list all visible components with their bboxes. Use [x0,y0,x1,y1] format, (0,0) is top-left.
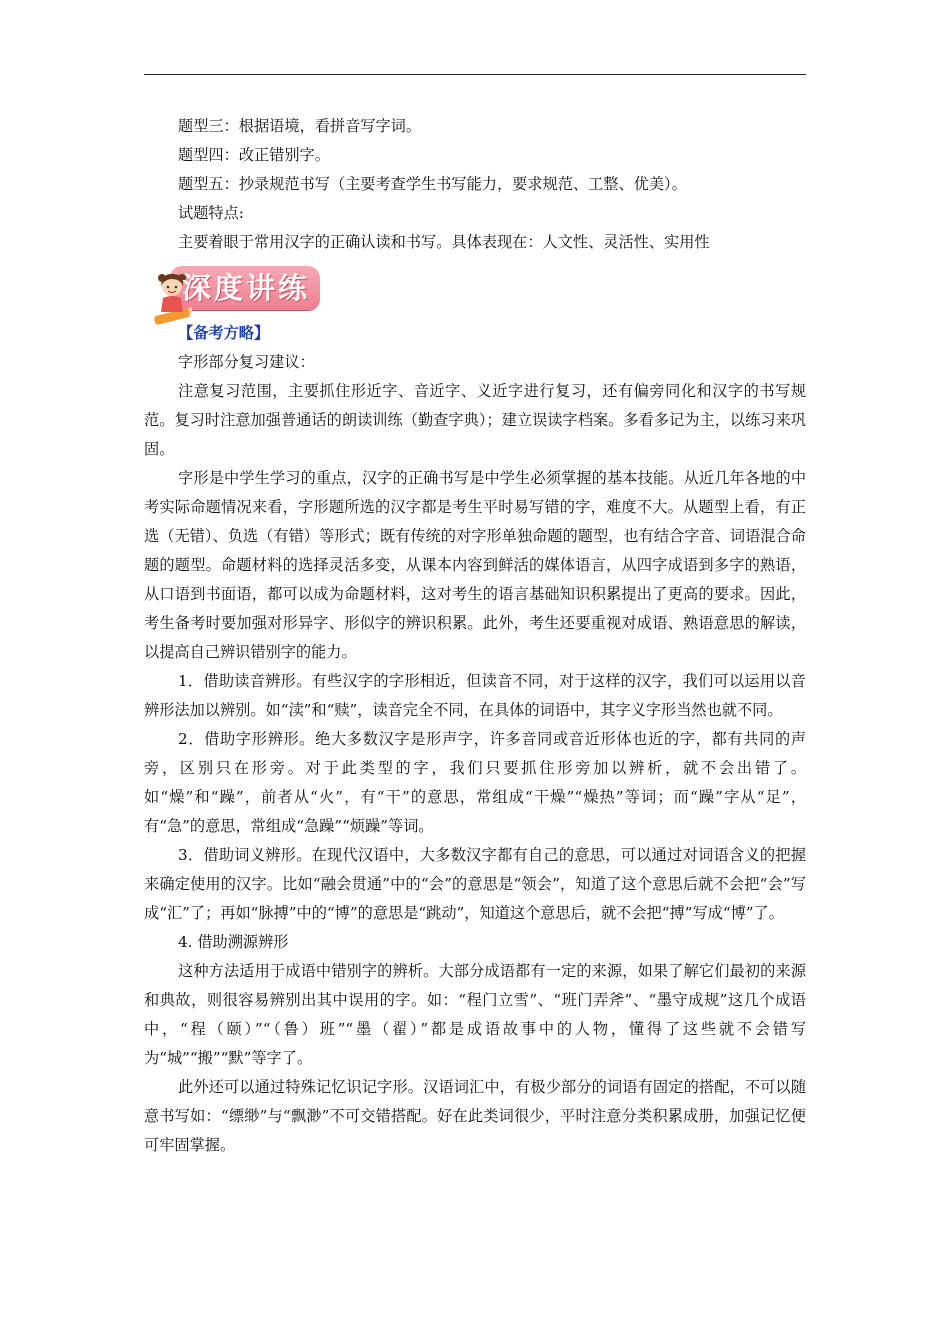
section-badge-row [144,259,806,319]
paragraph: 1．借助读音辨形。有些汉字的字形相近，但读音不同，对于这样的汉字，我们可以运用以音辨形法加以辨别。如“渎”和“赎”，读音完全不同，在具体的词语中，其字义字形当然也就不同。 [144,672,806,719]
question-type-4: 题型四：改正错别字。 [178,146,330,164]
paragraph: 字形是中学生学习的重点，汉字的正确书写是中学生必须掌握的基本技能。从近几年各地的中考实际命题情况来看，字形题所选的汉字都是考生平时易写错的字，难度不大。从题型上看，有正选（无错）、负选（有错）等形式；既有传统的对字形单独命题的题型，也有结合字音、词语混合命题的题型。命题材料的选择灵活多变，从课本内容到鲜活的媒体语言，从四字成语到多字的熟语，从口语到书面语，都可以成为命题材料，这对考生的语言基础知识积累提出了更高的要求。因此，考生备考时要加强对形异字、形似字的辨识积累。此外，考生还要重视对成语、熟语意思的解读，以提高自己辨识错别字的能力。 [144,469,806,661]
paragraph: 2．借助字形辨形。绝大多数汉字是形声字，许多音同或音近形体也近的字，都有共同的声旁，区别只在形旁。对于此类型的字，我们只要抓住形旁加以辨析，就不会出错了。如“燥”和“躁”，前者从“火”，有“干”的意思，常组成“干燥”“燥热”等词；而“躁”字从“足”，有“急”的意思，常组成“急躁”“烦躁”等词。 [144,730,806,835]
badge-title: 深度讲练 [182,271,311,305]
paragraph: 注意复习范围，主要抓住形近字、音近字、义近字进行复习，还有偏旁同化和汉字的书写规范。复习时注意加强普通话的朗读训练（勤查字典）；建立误读字档案。多看多记为主，以练习来巩固。 [144,382,806,458]
feature-text: 主要着眼于常用汉字的正确认读和书写。具体表现在：人文性、灵活性、实用性 [178,233,710,251]
feature-label: 试题特点: [178,204,244,222]
paragraph: 这种方法适用于成语中错别字的辨析。大部分成语都有一定的来源，如果了解它们最初的来源和典故，则很容易辨别出其中误用的字。如：“程门立雪”、“班门弄斧”、“墨守成规”这几个成语中，“程（颐）”“（鲁）班”“墨（翟）”都是成语故事中的人物，懂得了这些就不会错写为“城”“搬”“默”等字了。 [144,962,806,1067]
section-intro: 字形部分复习建议： [178,353,315,371]
section-heading: 【备考方略】 [178,324,270,342]
paragraph: 3．借助词义辨形。在现代汉语中，大多数汉字都有自己的意思，可以通过对词语含义的把握来确定使用的汉字。比如“融会贯通”中的“会”的意思是“领会”，知道了这个意思后就不会把“会”写成“汇”了；再如“脉搏”中的“博”的意思是“跳动”，知道这个意思后，就不会把“搏”写成“博”了。 [144,846,806,922]
question-type-3: 题型三：根据语境，看拼音写字词。 [178,117,421,135]
section-badge [152,262,320,314]
question-type-5: 题型五：抄录规范书写（主要考查学生书写能力，要求规范、工整、优美）。 [178,175,687,193]
paragraph: 此外还可以通过特殊记忆识记字形。汉语词汇中，有极少部分的词语有固定的搭配，不可以随意书写如：“缥缈”与“飘渺”不可交错搭配。好在此类词很少，平时注意分类积累成册，加强记忆便可牢固掌握。 [144,1078,806,1154]
paragraph: 4. 借助溯源辨形 [178,933,289,951]
header-rule [144,74,806,75]
document-body [144,112,806,1160]
